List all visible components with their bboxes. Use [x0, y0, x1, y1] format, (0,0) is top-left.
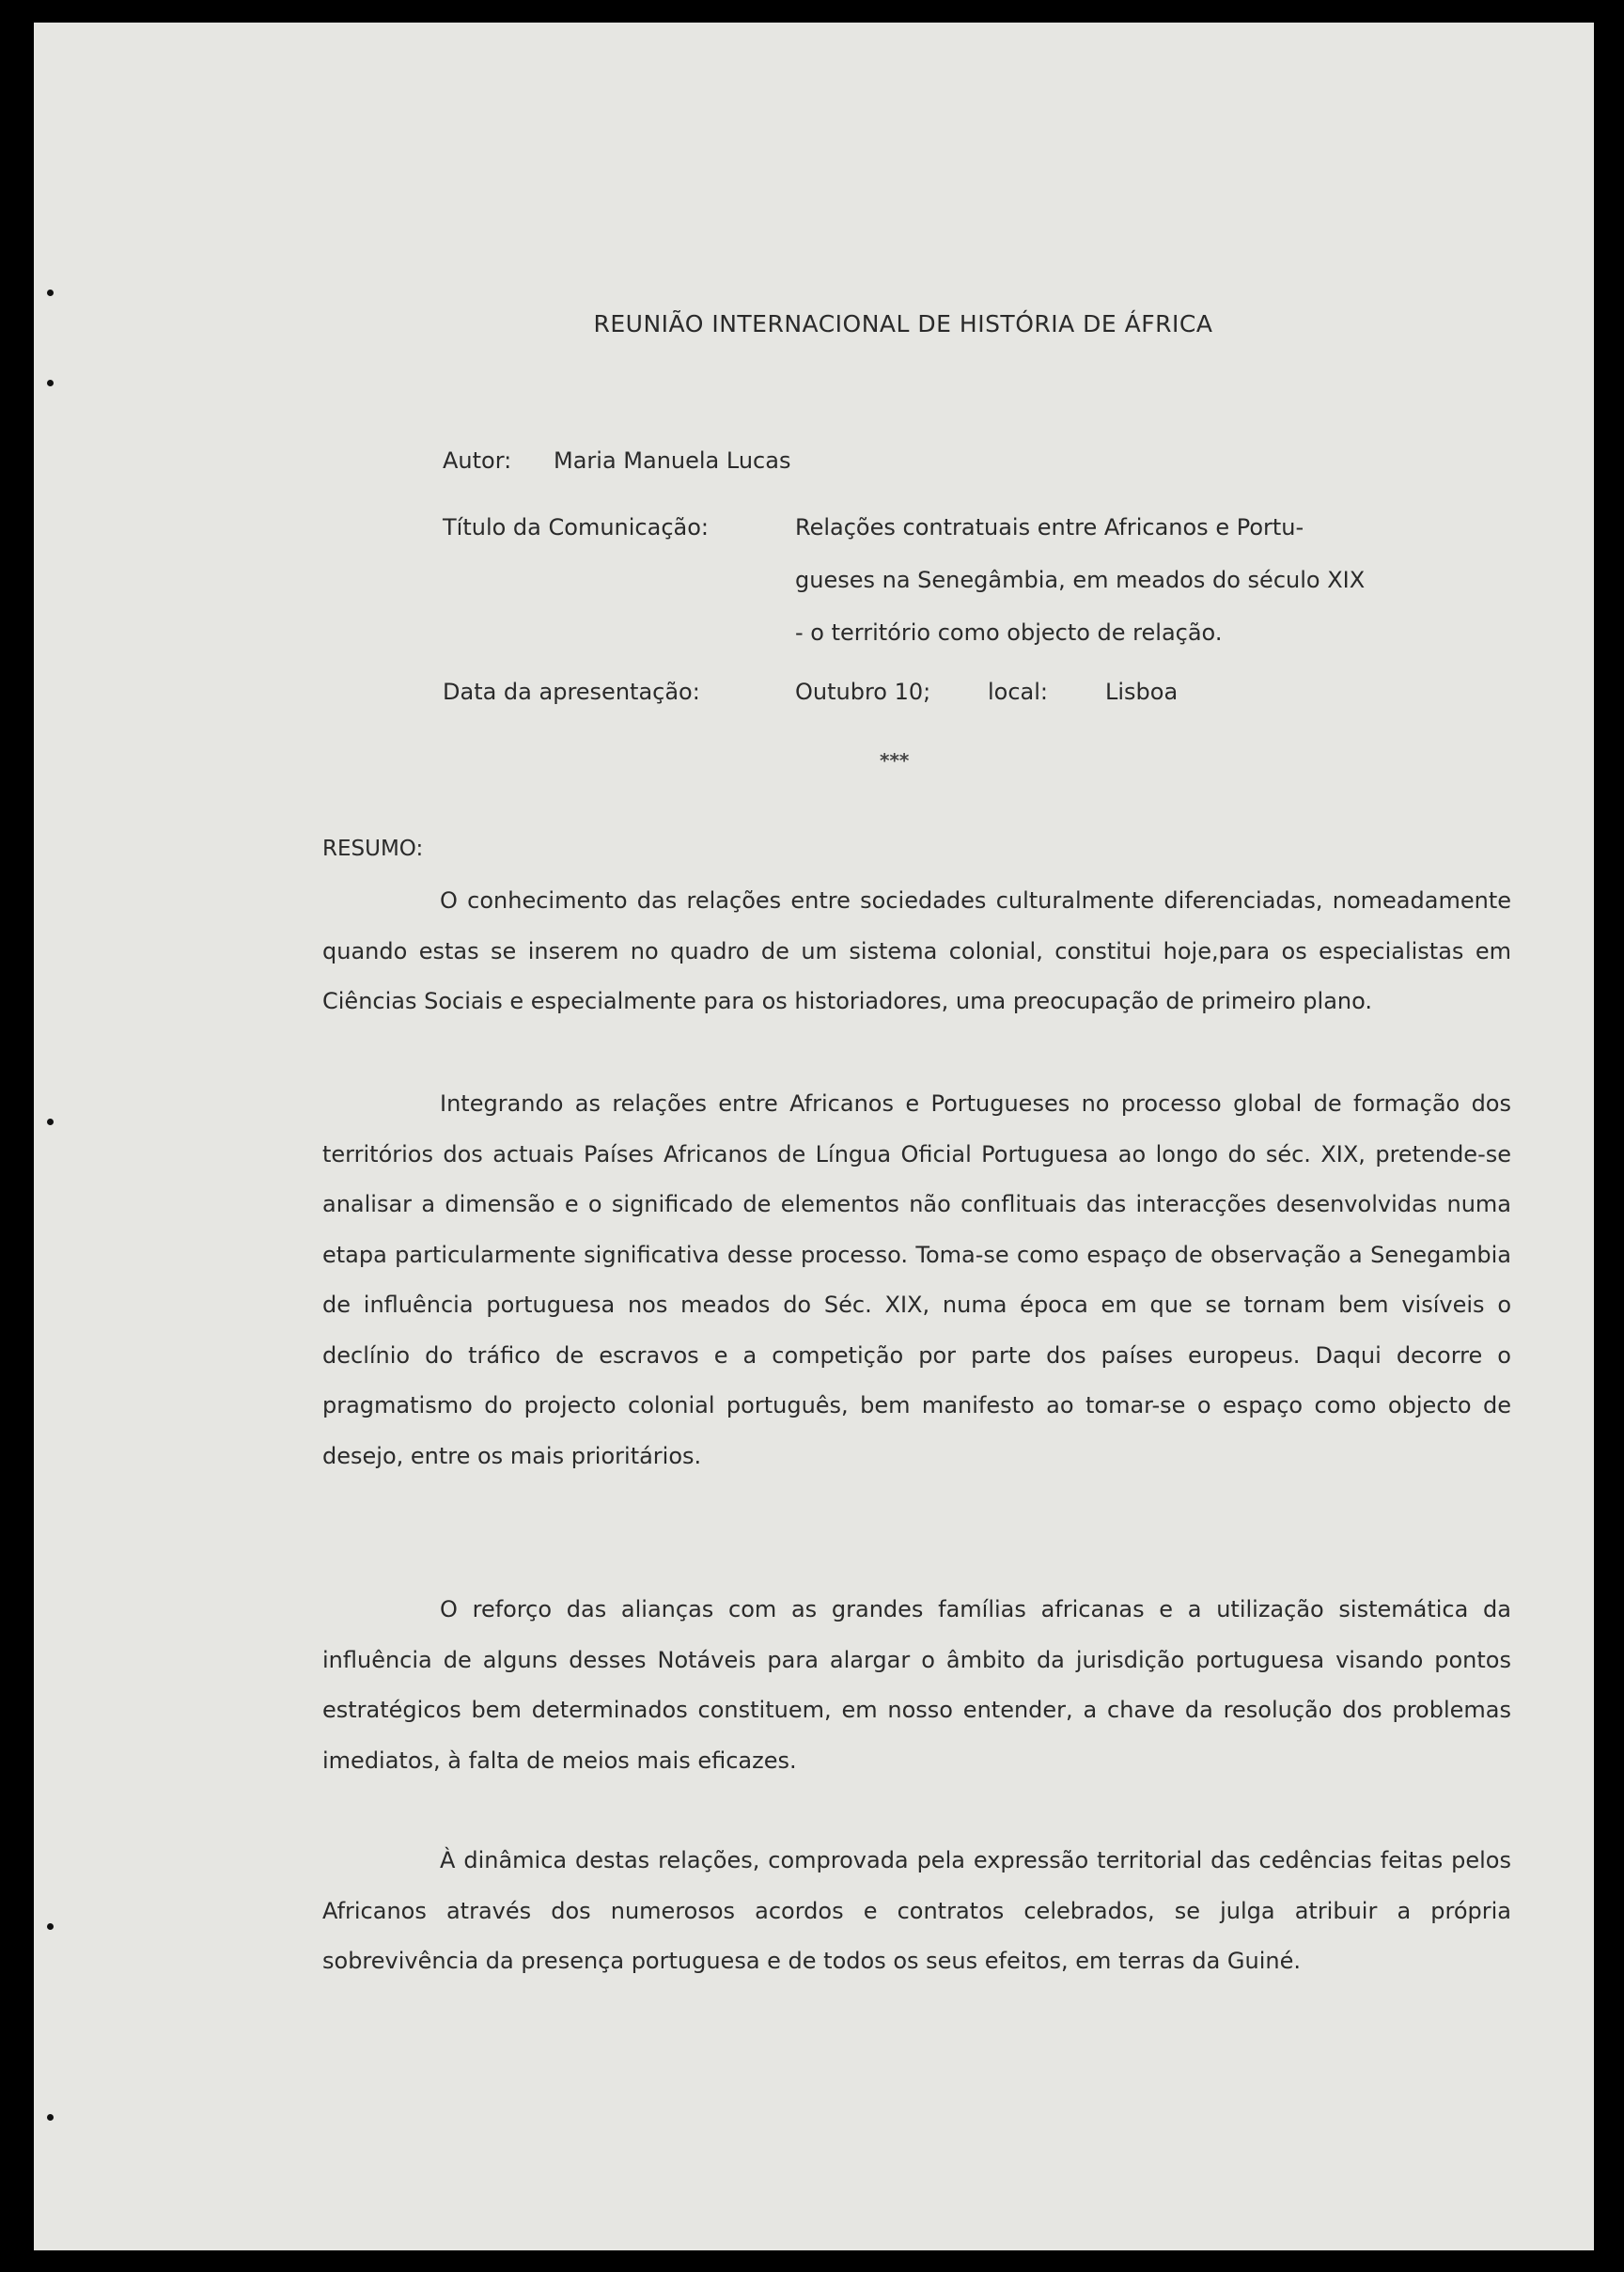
author-label: Autor:	[443, 447, 512, 474]
binder-hole-mark	[47, 380, 54, 386]
paragraph-text: À dinâmica destas relações, comprovada pela expressão territorial das cedências feitas pelos Africanos através dos numerosos acordos e contratos celebrados, se julga atribuir a própria sobrevivência da presença portuguesa e de todos os seus efeitos, em terras da Guiné.	[322, 1847, 1511, 1974]
communication-title-line: Relações contratuais entre Africanos e Portu-	[795, 514, 1304, 541]
abstract-heading: RESUMO:	[322, 837, 424, 861]
author-name: Maria Manuela Lucas	[554, 447, 791, 474]
abstract-paragraph	[322, 1585, 1511, 1786]
abstract-paragraph	[322, 876, 1511, 1027]
binder-hole-mark	[47, 290, 54, 296]
document-page	[34, 23, 1594, 2250]
paragraph-text: O reforço das alianças com as grandes famílias africanas e a utilização sistemática da influência de alguns desses Notáveis para alargar o âmbito da jurisdição portuguesa visando pontos estratégicos bem determinados constituem, em nosso entender, a chave da resolução dos problemas imediatos, à falta de meios mais eficazes.	[322, 1596, 1511, 1774]
paragraph-text: O conhecimento das relações entre sociedades culturalmente diferenciadas, nomeadamente quando estas se inserem no quadro de um sistema colonial, constitui hoje,para os especialistas em Ciências Sociais e especialmente para os historiadores, uma preocupação de primeiro plano.	[322, 887, 1511, 1014]
binder-hole-mark	[47, 1923, 54, 1930]
communication-title-line: - o território como objecto de relação.	[795, 619, 1223, 646]
date-value: Outubro 10;	[795, 679, 931, 705]
date-label: Data da apresentação:	[443, 679, 700, 705]
communication-title-label: Título da Comunicação:	[443, 514, 709, 541]
binder-hole-mark	[47, 1119, 54, 1125]
paragraph-text: Integrando as relações entre Africanos e Portugueses no processo global de formação dos territórios dos actuais Países Africanos de Língua Oficial Portuguesa ao longo do séc. XIX, pretende-se analisar a dimensão e o significado de elementos não conflituais das interacções desenvolvidas numa etapa particularmente significativa desse processo. Toma-se como espaço de observação a Senegambia de influência portuguesa nos meados do Séc. XIX, numa época em que se tornam bem visíveis o declínio do tráfico de escravos e a competição por parte dos países europeus. Daqui decorre o pragmatismo do projecto colonial português, bem manifesto ao tomar-se o espaço como objecto de desejo, entre os mais prioritários.	[322, 1090, 1511, 1469]
document-title: REUNIÃO INTERNACIONAL DE HISTÓRIA DE ÁFRICA	[593, 310, 1213, 337]
binder-hole-mark	[47, 2114, 54, 2121]
place-label: local:	[988, 679, 1049, 705]
abstract-paragraph	[322, 1079, 1511, 1481]
communication-title-line: gueses na Senegâmbia, em meados do século XIX	[795, 567, 1366, 593]
abstract-paragraph	[322, 1836, 1511, 1987]
section-separator: ***	[880, 749, 910, 772]
place-value: Lisboa	[1105, 679, 1179, 705]
